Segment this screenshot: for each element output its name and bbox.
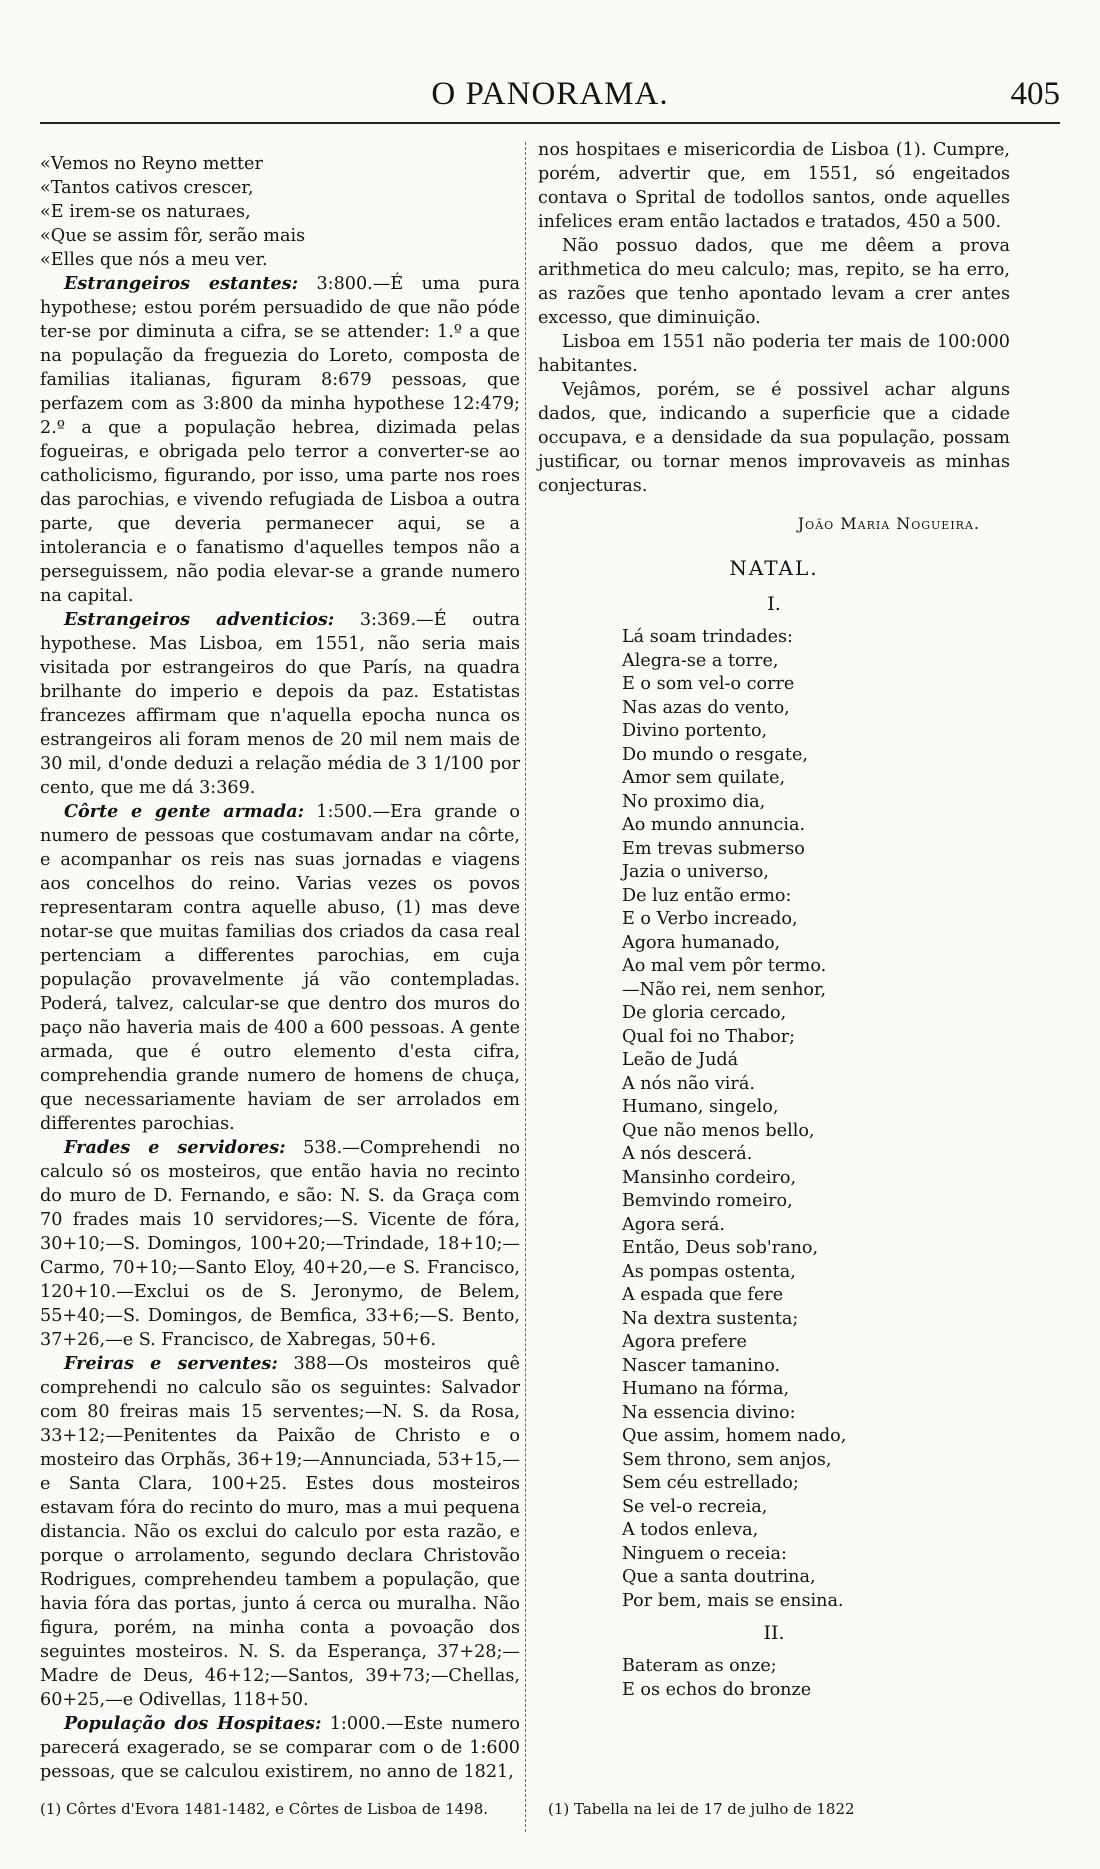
author-signature: João Maria Nogueira. [797,514,980,533]
page-title: O PANORAMA. [431,76,669,112]
poem-line: Ninguem o receia: [622,1543,787,1564]
poem-line: Em trevas submerso [622,838,805,859]
paragraph-text: 3:369.—É outra hypothese. Mas Lisboa, em 1551, não seria mais visitada por estrangeiros do que París, na quadra brilhante do imperio e depois da paz. Estatistas francezes affirmam que n'aquella epocha nunca os estrangeiros ali foram menos de 20 mil nem mais de 30 mil, d'onde deduzi a relação média de 3 1/100 por cento, que me dá 3:369. [40,610,520,798]
poem-line: Mansinho cordeiro, [622,1167,797,1188]
poem-line: A nós descerá. [622,1144,753,1164]
paragraph-label: Freiras e serventes: [64,1353,278,1374]
left-column [40,138,520,1784]
poem-line: Sem throno, sem anjos, [622,1449,832,1470]
paragraph-label: Frades e servidores: [64,1137,286,1158]
paragraph-label: Estrangeiros adventicios: [64,609,335,630]
poem-line: Agora humanado, [622,932,781,953]
poem-line: E os echos do bronze [622,1679,812,1700]
paragraph-label: Estrangeiros estantes: [64,273,299,294]
column-divider [525,142,526,1832]
poem-line: Então, Deus sob'rano, [622,1238,819,1258]
quote-line: «Tantos cativos crescer, [40,178,254,198]
poem-section-heading: I. [767,593,781,615]
quote-line: «Elles que nós a meu ver. [40,250,268,270]
poem-line: Qual foi no Thabor; [622,1026,796,1047]
poem-line: Divino portento, [622,721,768,741]
poem-line: A espada que fere [622,1285,784,1305]
poem-line: Por bem, mais se ensina. [622,1590,844,1611]
poem-line: Alegra-se a torre, [622,650,779,671]
paragraph: Lisboa em 1551 não poderia ter mais de 100:000 habitantes. [538,332,1010,376]
poem-line: E o som vel-o corre [622,674,795,694]
paragraph-estrangeiros-estantes [40,272,520,608]
footnote: (1) Tabella na lei de 17 de julho de 1822 [548,1800,855,1818]
paragraph-corte-gente-armada [40,800,520,1136]
poem-line: Na dextra sustenta; [622,1308,799,1329]
poem-line: Bateram as onze; [622,1656,777,1676]
poem-line: Humano, singelo, [622,1097,779,1117]
poem-line: E o Verbo increado, [622,909,798,929]
poem-line: Se vel-o recreia, [622,1496,768,1517]
quote-line: «Vemos no Reyno metter [40,154,263,174]
paragraph: nos hospitaes e misericordia de Lisboa (1). Cumpre, porém, advertir que, em 1551, só engeitados contava o Sprital de todollos santos, onde aquelles infelices eram então lactados e tratados, 450 a 500. [538,140,1010,232]
poem-line: —Não rei, nem senhor, [622,979,827,1000]
poem-stanza [538,626,1010,1613]
paragraph-estrangeiros-adventicios [40,608,520,800]
poem-line: Agora será. [622,1214,725,1235]
poem-line: Que assim, homem nado, [622,1426,847,1446]
poem-line: Do mundo o resgate, [622,744,808,765]
paragraph: Vejâmos, porém, se é possivel achar alguns dados, que, indicando a superficie que a cidade occupava, e a densidade da sua população, possam justificar, ou tornar menos improvaveis as minhas conjecturas. [538,380,1010,496]
poem-section-heading: II. [763,1622,785,1644]
poem-title: NATAL. [729,556,819,580]
poem-line: De gloria cercado, [622,1003,787,1023]
poem-line: Ao mal vem pôr termo. [622,956,827,976]
poem-line: Agora prefere [622,1332,747,1352]
page-header [40,70,1060,130]
quote-line: «E irem-se os naturaes, [40,202,251,222]
poem-line: Nas azas do vento, [622,697,790,718]
paragraph-text: 388—Os mosteiros quê comprehendi no calculo são os seguintes: Salvador com 80 freiras mais 15 serventes;—N. S. da Rosa, 33+12;—Penitentes da Paixão de Christo e o mosteiro das Orphãs, 36+19;—Annunciada, 53+15,—e Santa Clara, 100+25. Estes dous mosteiros estavam fóra do recinto do muro, mas a mui pequena distancia. Não os exclui do calculo por esta razão, e porque o arrolamento, segundo declara Christovão Rodrigues, comprehendeu tambem a população, que havia fóra das portas, junto á cerca ou muralha. Não figura, porém, na minha conta a povoação dos seguintes mosteiros. N. S. da Esperança, 37+28;—Madre de Deus, 46+12;—Santos, 39+73;—Chellas, 60+25,—e Odivellas, 118+50. [40,1354,520,1710]
quote-line: «Que se assim fôr, serão mais [40,226,306,246]
poem-line: Que a santa doutrina, [622,1567,816,1587]
paragraph-populacao-hospitaes [40,1712,520,1784]
paragraph-text: 3:800.—É uma pura hypothese; estou porém persuadido de que não póde ter-se por diminuta a cifra, se se attender: 1.º a que na população da freguezia do Loreto, composta de familias italianas, figuram 8:679 pessoas, que perfazem com as 3:800 da minha hypothese 12:479; 2.º a que a população hebrea, dizimada pelas fogueiras, e obrigada pelo terror a converter-se ao catholicismo, figurando, por isso, uma parte nos roes das parochias, e vivendo refugiada de Lisboa a outra parte, que deveria permanecer aqui, se a intolerancia e o fanatismo d'aquelles tempos não a perseguissem, não podia elevar-se a grande numero na capital. [40,274,520,606]
page-number: 405 [1010,76,1060,112]
poem-line: Que não menos bello, [622,1120,815,1141]
paragraph-text: 1:500.—Era grande o numero de pessoas que costumavam andar na côrte, e acompanhar os reis nas suas jornadas e viagens aos concelhos do reino. Varias vezes os povos representaram contra aquelle abuso, (1) mas deve notar-se que muitas familias dos criados da casa real pertenciam a differentes parochias, em cuja população provavelmente já vão contempladas. Poderá, talvez, calcular-se que dentro dos muros do paço não haveria mais de 400 a 600 pessoas. A gente armada, que é outro elemento d'esta cifra, comprehendia grande numero de homens de chuça, que necessariamente haviam de ser arrolados em differentes parochias. [40,802,520,1134]
poem-line: De luz então ermo: [622,885,792,906]
poem-stanza [538,1655,1010,1702]
header-rule [40,122,1060,124]
footnote: (1) Côrtes d'Evora 1481-1482, e Côrtes de Lisboa de 1498. [40,1800,489,1818]
paragraph-label: Côrte e gente armada: [64,801,305,822]
poem-line: Amor sem quilate, [622,768,786,788]
poem-line: As pompas ostenta, [622,1261,796,1282]
paragraph-label: População dos Hospitaes: [64,1713,322,1734]
poem-line: Ao mundo annuncia. [622,815,806,835]
poem-line: No proximo dia, [622,791,766,812]
paragraph: Não possuo dados, que me dêem a prova arithmetica do meu calculo; mas, repito, se ha erro, as razões que tenho apontado levam a crer antes excesso, que diminuição. [538,236,1010,328]
poem-line: Humano na fórma, [622,1379,790,1399]
poem-line: Bemvindo romeiro, [622,1191,793,1211]
poem-line: Jazia o universo, [622,862,769,882]
poem-line: Sem céu estrellado; [622,1473,799,1493]
poem-line: Leão de Judá [622,1050,739,1070]
poem-line: Lá soam trindades: [622,627,793,647]
paragraph-freiras-serventes [40,1352,520,1712]
paragraph-text: 1:000.—Este numero parecerá exagerado, se se comparar com o de 1:600 pessoas, que se calculou existirem, no anno de 1821, [40,1714,520,1782]
poem-line: Na essencia divino: [622,1402,796,1423]
paragraph-text: 538.—Comprehendi no calculo só os mosteiros, que então havia no recinto do muro de D. Fernando, e são: N. S. da Graça com 70 frades mais 10 servidores;—S. Vicente de fóra, 30+10;—S. Domingos, 100+20;—Trindade, 18+10;—Carmo, 70+10;—Santo Eloy, 40+20,—e S. Francisco, 120+10.—Exclui os de S. Jeronymo, de Belem, 55+40;—S. Domingos, de Bemfica, 33+6;—S. Bento, 37+26,—e S. Francisco, de Xabregas, 50+6. [40,1138,520,1350]
paragraph-frades-servidores [40,1136,520,1352]
poem-line: Nascer tamanino. [622,1355,781,1376]
poem-line: A todos enleva, [622,1520,759,1540]
poem-line: A nós não virá. [622,1073,755,1094]
right-column [538,138,1010,1702]
